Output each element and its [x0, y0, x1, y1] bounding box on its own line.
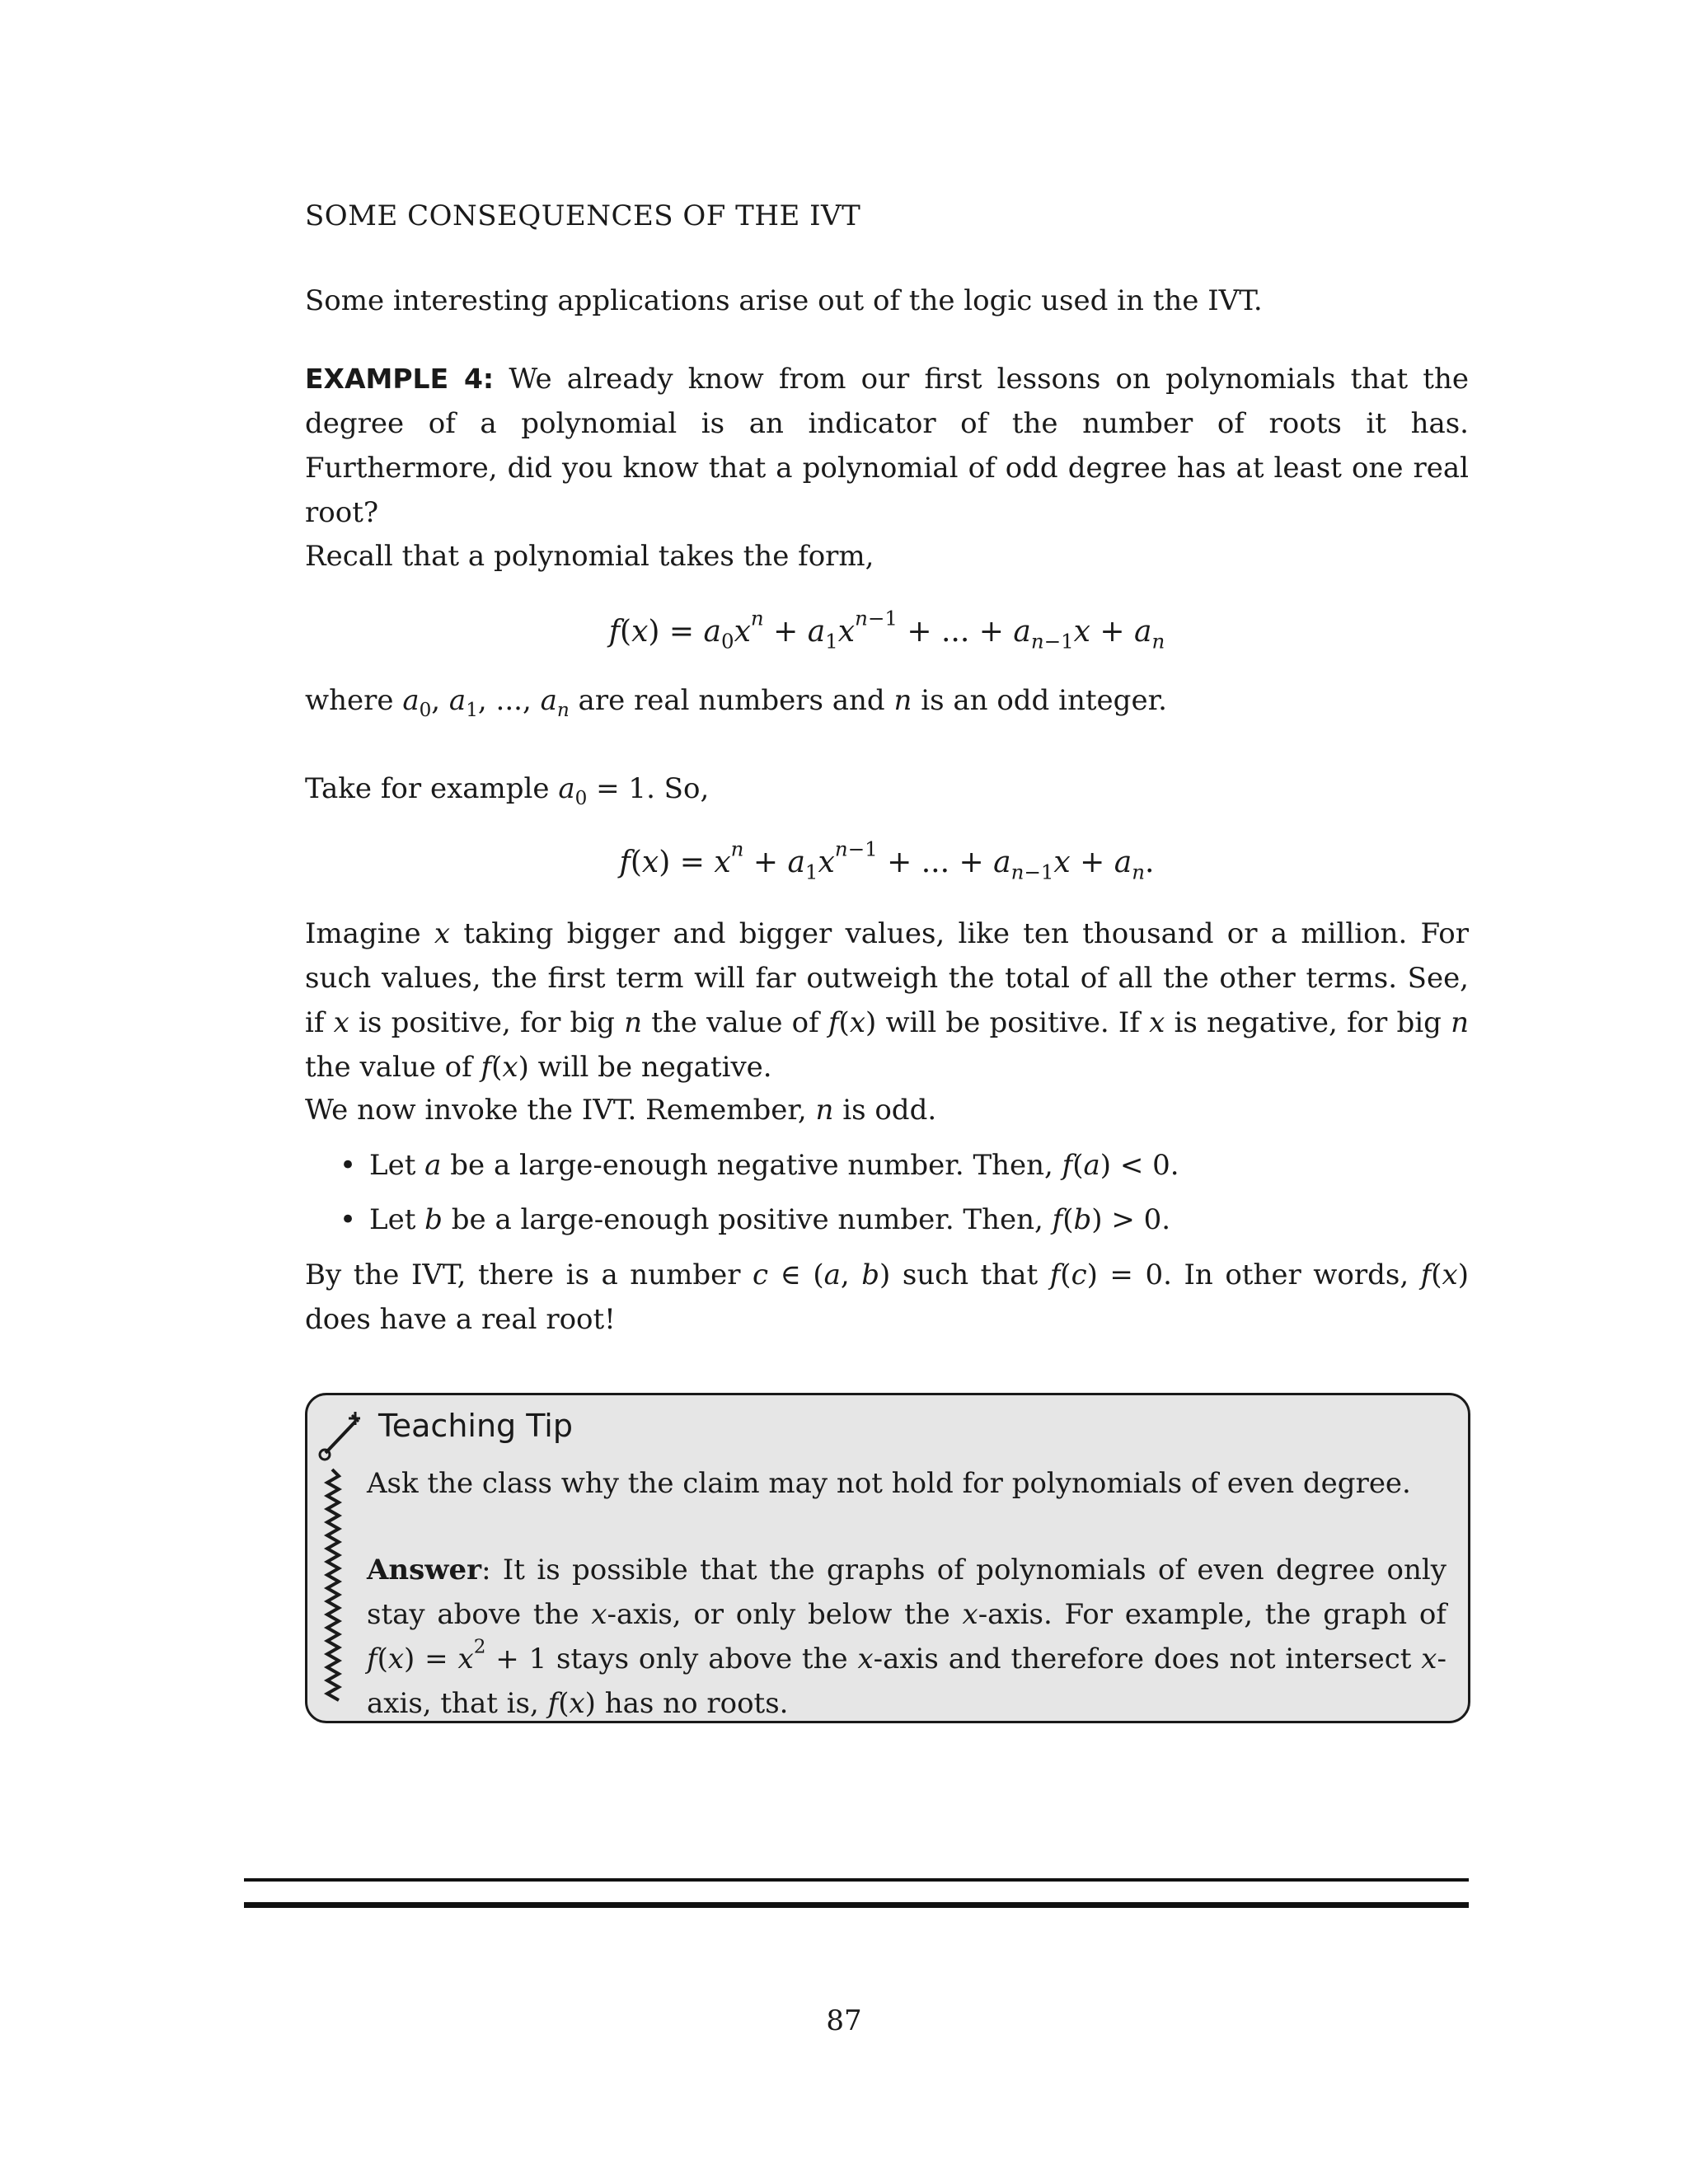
invoke-post: is odd.	[833, 1094, 937, 1127]
example-text: We already know from our first lessons on polynomials that the degree of a polynomial is an indicator of the number of roots it has. Furthermore, did you know that a polynomial of odd degree has at least one real root?	[305, 363, 1469, 529]
example-label: EXAMPLE 4:	[305, 363, 495, 395]
pointer-stick-icon	[317, 1404, 360, 1708]
bullet-icon: •	[340, 1149, 357, 1182]
where-pre: where	[305, 684, 403, 717]
list-item: • Let b be a large-enough positive number. Then, f(b) > 0.	[340, 1197, 1469, 1242]
conclusion-post2: does have a real root!	[305, 1303, 616, 1336]
imagine-text-5: will be positive. If	[876, 1006, 1150, 1039]
intro-paragraph: Some interesting applications arise out of the logic used in the IVT.	[305, 284, 1263, 317]
imagine-text-6: is negative, for big	[1165, 1006, 1451, 1039]
answer-text-7: has no roots.	[595, 1687, 789, 1720]
conclusion-paragraph: By the IVT, there is a number c ∈ (a, b) such that f(c) = 0. In other words, f(x) does have a real root!	[305, 1258, 1469, 1336]
imagine-text-2: taking bigger and bigger values, like ten thousand or a million. For such values, the first term will far outweigh the total of all the other terms. See, if	[305, 917, 1470, 1039]
teaching-tip-box	[305, 1393, 1470, 1723]
recall-paragraph: Recall that a polynomial takes the form,	[305, 540, 874, 573]
bullet-text-pre: Let	[369, 1203, 425, 1236]
example-paragraph	[305, 357, 1469, 535]
answer-label: Answer	[367, 1554, 482, 1586]
invoke-pre: We now invoke the IVT. Remember,	[305, 1094, 816, 1127]
bullet-text-mid: be a large-enough positive number. Then,	[442, 1203, 1053, 1236]
bullet-text-pre: Let	[369, 1149, 425, 1182]
take-paragraph: Take for example $a_0 = 1$. So,	[305, 772, 710, 810]
page-number: 87	[826, 2004, 862, 2037]
where-paragraph: where $a_0$, $a_1$, ..., $a_n$ are real numbers and n is an odd integer.	[305, 684, 1167, 722]
teaching-tip-answer: Answer: It is possible that the graphs of polynomials of even degree only stay above the x-axis, or only below the x-axis. For example, the graph of $f(x) = x^2 + 1$ stays only above the x-axis and therefore does not intersect x-axis, that is, f(x) has no roots.	[367, 1554, 1447, 1720]
conclusion-mid: such that	[890, 1258, 1050, 1291]
imagine-text-3: is positive, for big	[349, 1006, 625, 1039]
answer-text-4: stays only above the	[546, 1643, 858, 1675]
teaching-tip-title: Teaching Tip	[378, 1408, 573, 1444]
polynomial-general-equation: $f(x) = a_0x^n + a_1x^{n-1}$ + ... + $a_{n-1}x + a_n$	[608, 606, 1165, 654]
answer-text-5: -axis and therefore does not intersect	[873, 1643, 1422, 1675]
polynomial-monic-equation: $f(x) = x^n + a_1x^{n-1}$ + ... + $a_{n-1}x + a_n$.	[619, 837, 1155, 884]
bullet-text-mid: be a large-enough negative number. Then,	[441, 1149, 1062, 1182]
teaching-tip-question: Ask the class why the claim may not hold for polynomials of even degree.	[367, 1467, 1411, 1500]
answer-text-3: -axis. For example, the graph of	[978, 1598, 1447, 1631]
answer-text-6: -axis, that is,	[367, 1643, 1447, 1720]
conclusion-post1: . In other words,	[1163, 1258, 1421, 1291]
imagine-text-4: the value of	[642, 1006, 828, 1039]
footer-rule-thick	[244, 1902, 1469, 1908]
section-heading: SOME CONSEQUENCES OF THE IVT	[305, 199, 861, 232]
invoke-paragraph: We now invoke the IVT. Remember, n is odd.	[305, 1094, 937, 1127]
list-item: • Let a be a large-enough negative number. Then, f(a) < 0.	[340, 1143, 1469, 1188]
conclusion-pre: By the IVT, there is a number	[305, 1258, 753, 1291]
answer-text-2: -axis, or only below the	[607, 1598, 963, 1631]
imagine-text-7: the value of	[305, 1051, 481, 1084]
bullet-icon: •	[340, 1203, 357, 1236]
take-post: . So,	[646, 772, 710, 805]
imagine-text-8: will be negative.	[528, 1051, 772, 1084]
where-mid: are real numbers and	[569, 684, 894, 717]
answer-text-1: : It is possible that the graphs of polynomials of even degree only stay above the	[367, 1554, 1447, 1631]
imagine-paragraph: Imagine x taking bigger and bigger values, like ten thousand or a million. For such values, the first term will far outweigh the total of all the other terms. See, if x is positive, for big n the value of f(x) will be positive. If x is negative, for big n the value of f(x) will be negative.	[305, 917, 1470, 1084]
where-post: is an odd integer.	[912, 684, 1167, 717]
take-pre: Take for example	[305, 772, 559, 805]
footer-rule-thin	[244, 1878, 1469, 1882]
imagine-text-1: Imagine	[305, 917, 434, 950]
